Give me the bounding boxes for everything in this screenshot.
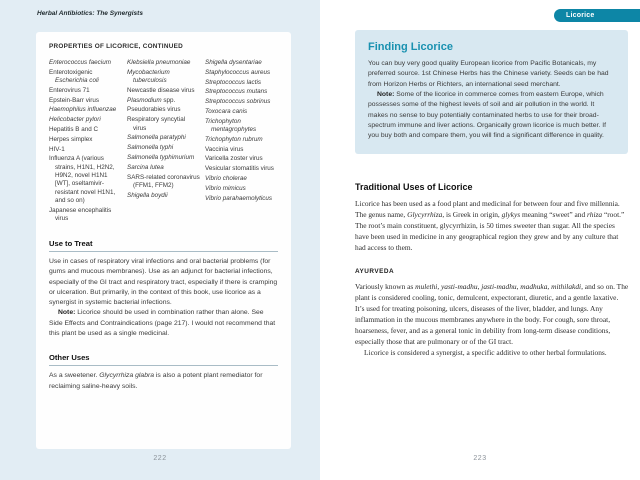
paragraph: Licorice has been used as a food plant and medicinal for between four and five millennia. The genus name, Glycyrrhiza, is Greek in origin, glykys meaning “sweet” and rhiza “root.” The root’s main constituent, glycyrrhizin, is 50 times sweeter than sugar. All the species have been used in medicine in any geographical region they grew and by any culture that had access to them.	[355, 199, 625, 253]
species-item: Vibrio parahaemolyticus	[205, 194, 273, 202]
species-item: Japanese encephalitis virus	[49, 206, 112, 223]
species-item: Respiratory syncytial virus	[127, 116, 186, 132]
species-item: Shigella boydii	[127, 191, 168, 199]
species-item: Vaccinia virus	[205, 145, 244, 153]
properties-column-3	[205, 59, 278, 225]
paragraph: Variously known as mulethi, yasti-madhu, jasti-madhu, madhuka, mithilakdi, and so on. The plant is considered cooling, tonic, demulcent, expectorant, diuretic, and a gentle laxative. It’s used for treating poisoning, ulcers, diseases of the liver, bladder, and lungs. Any inflammation in the mucous membranes anywhere in the body. For cough, sore throat, hoarseness, fever, and as a general tonic in debility from long-term disease conditions, especially those that are pulmonary or of the GI tract.	[355, 281, 629, 347]
species-item: Vibrio mimicus	[205, 184, 246, 192]
species-item: Streptococcus sobrinus	[205, 98, 271, 106]
page-right	[320, 0, 640, 480]
properties-column-2	[127, 59, 200, 225]
species-item: Enterotoxigenic Escherichia coli	[49, 68, 99, 85]
species-item: Sarcina lutea	[127, 163, 164, 171]
running-head: Herbal Antibiotics: The Synergists	[37, 10, 143, 17]
paragraph: Note: Some of the licorice in commerce comes from eastern Europe, which possesses some of the highest levels of soil and air pollution in the world. It makes no sense to buy potentially contaminated herbs to use for their broad-spectrum immune and liver actions. Organically grown licorice is much better. If you buy both and compare them, you will find a significant difference in quality.	[368, 90, 606, 140]
paragraph: You can buy very good quality European licorice from Pacific Botanicals, my preferred source. 1st Chinese Herbs has the Chinese variety. Seeds can be had from Horizon Herbs or Richters, an international seed merchant.	[368, 60, 609, 88]
finding-licorice-body	[368, 59, 615, 142]
page-number-left: 222	[153, 455, 167, 462]
other-uses-body	[49, 371, 278, 392]
species-item: Shigella dysentariae	[205, 59, 262, 66]
main-text-column	[355, 182, 629, 358]
species-item: Trichophyton mentagrophytes	[205, 117, 257, 134]
species-item: Pseudorabies virus	[127, 106, 181, 114]
ayurveda-body	[355, 281, 629, 359]
species-item: Vibrio cholerae	[205, 175, 247, 183]
species-item: Enterovirus 71	[49, 86, 90, 94]
species-item: Vesicular stomatitis virus	[205, 165, 274, 173]
chapter-tab: Licorice	[554, 9, 640, 22]
finding-licorice-heading: Finding Licorice	[368, 41, 453, 53]
species-item: Streptococcus mutans	[205, 88, 268, 96]
species-item: Mycobacterium tuberculosis	[127, 68, 170, 85]
traditional-uses-body	[355, 198, 629, 254]
page-number-right: 223	[473, 455, 487, 462]
species-item: Streptococcus lactis	[205, 78, 261, 86]
species-item: Plasmodium spp.	[127, 96, 176, 104]
section-other-uses	[49, 353, 278, 392]
species-item: Helicobacter pylori	[49, 116, 101, 124]
paragraph: As a sweetener. Glycyrrhiza glabra is also a potent plant remediator for reclaiming saline-heavy soils.	[49, 372, 263, 390]
species-item: Newcastle disease virus	[127, 86, 195, 94]
properties-column-1	[49, 59, 122, 225]
species-item: Enterococcus faecium	[49, 59, 111, 66]
species-item: Epstein-Barr virus	[49, 96, 100, 104]
properties-columns	[49, 59, 278, 225]
paragraph: Use in cases of respiratory viral infections and oral bacterial problems (for gums and mucous membranes). Use as an adjunct for bacterial infections, especially of the GI tract and respiratory tract, especially if there is cramping or ulceration. But primarily, in the context of this book, use licorice as a synergist in systemic bacterial infections.	[49, 257, 278, 307]
species-item: Hepatitis B and C	[49, 126, 99, 134]
species-item: SARS-related coronavirus (FFM1, FFM2)	[127, 173, 200, 189]
species-item: Varicella zoster virus	[205, 155, 263, 163]
section-use-to-treat	[49, 239, 278, 340]
species-item: Toxocara canis	[205, 107, 248, 115]
other-uses-heading: Other Uses	[49, 353, 278, 366]
species-item: HIV-1	[49, 145, 65, 153]
plant-properties-panel	[36, 32, 291, 449]
finding-licorice-sidebar	[355, 30, 628, 154]
species-item: Trichophyton rubrum	[205, 135, 263, 143]
paragraph: Note: Licorice should be used in combination rather than alone. See Side Effects and Contraindications (page 217). I would not recommend that this plant be used as a single medicinal.	[49, 309, 276, 338]
species-item: Salmonella typhimurium	[127, 153, 195, 161]
species-item: Salmonella typhi	[127, 144, 174, 152]
species-item: Haemophilus influenzae	[49, 106, 117, 114]
ayurveda-heading: AYURVEDA	[355, 267, 395, 275]
use-to-treat-heading: Use to Treat	[49, 239, 278, 252]
species-item: Influenza A (various strains, H1N1, H2N2, H9N2, novel H1N1 [WT], oseltamivir-resistant novel H1N1, and so on)	[49, 155, 116, 204]
species-item: Salmonella paratyphi	[127, 134, 186, 142]
species-item: Herpes simplex	[49, 135, 93, 143]
species-item: Klebsiella pneumoniae	[127, 59, 191, 66]
traditional-uses-heading: Traditional Uses of Licorice	[355, 182, 473, 192]
paragraph: Licorice is considered a synergist, a specific additive to other herbal formulations.	[364, 348, 607, 358]
species-item: Staphylococcus aureus	[205, 68, 271, 76]
use-to-treat-body	[49, 257, 278, 340]
properties-table-title: PROPERTIES OF LICORICE, CONTINUED	[49, 43, 183, 50]
